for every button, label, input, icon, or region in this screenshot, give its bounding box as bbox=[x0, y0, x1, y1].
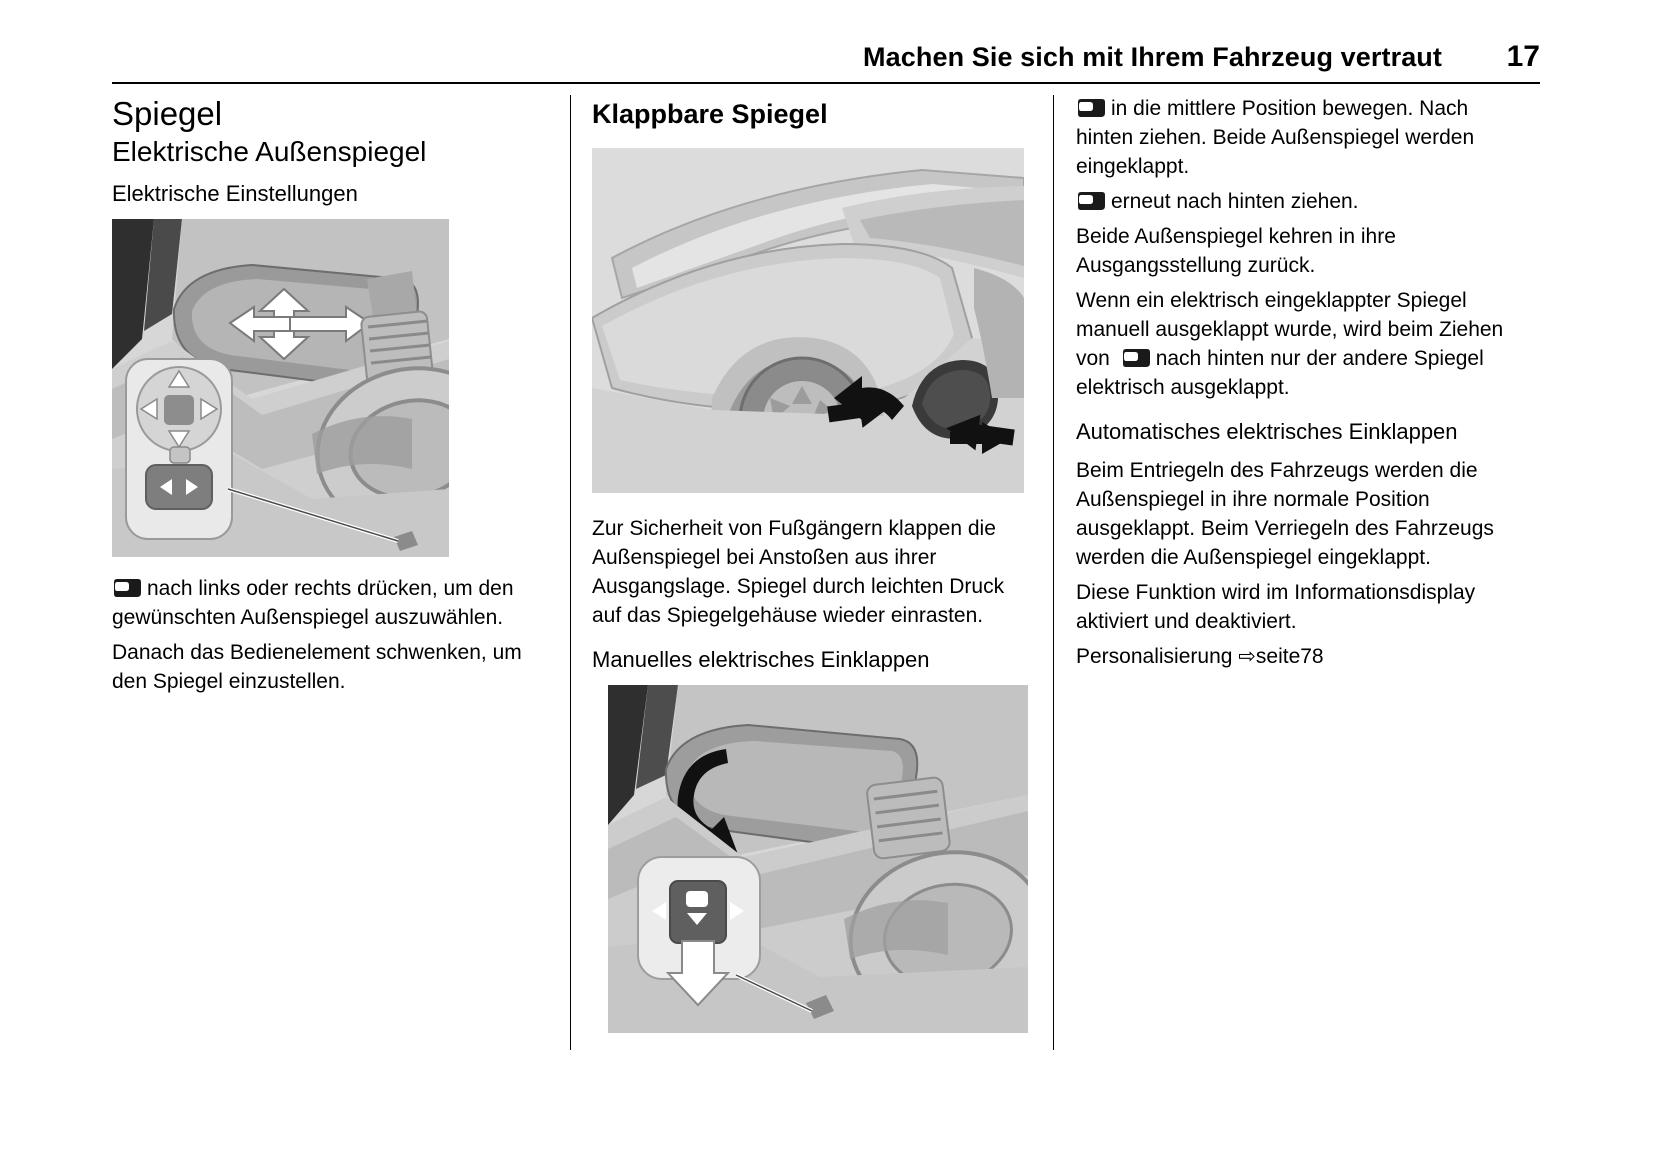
paragraph-middle-position-text: in die mittlere Position bewegen. Nach hinten ziehen. Beide Außenspiegel werden eingeklappt. bbox=[1076, 97, 1475, 178]
paragraph-pull-again-text: erneut nach hinten ziehen. bbox=[1111, 189, 1359, 213]
mirror-button-icon bbox=[112, 578, 142, 598]
manual-folding-illustration bbox=[608, 685, 1028, 1033]
figure-mirror-adjust bbox=[112, 219, 449, 557]
mirror-button-icon bbox=[1121, 348, 1151, 368]
folding-mirror-illustration bbox=[592, 148, 1024, 493]
mirror-adjust-illustration bbox=[112, 219, 449, 557]
paragraph-pedestrian-safety: Zur Sicherheit von Fußgängern klappen die Außenspiegel bei Anstoßen aus ihrer Ausgangslage. Spiegel durch leichten Druck auf das Spiegelgehäuse wieder einrasten. bbox=[592, 517, 1005, 627]
figure-manual-folding bbox=[608, 685, 1028, 1033]
column-middle bbox=[592, 95, 1024, 1033]
heading-manual-electric-folding: Manuelles elektrisches Einklappen bbox=[592, 646, 930, 672]
paragraph-mirror-adjust: Danach das Bedienelement schwenken, um den Spiegel einzustellen. bbox=[112, 640, 522, 693]
paragraph-manual-unfold-part2: nach hinten nur der andere Spiegel elektrisch ausgeklappt. bbox=[1076, 346, 1484, 399]
paragraph-return-position: Beide Außenspiegel kehren in ihre Ausgangsstellung zurück. bbox=[1076, 224, 1396, 277]
page-title: Machen Sie sich mit Ihrem Fahrzeug vertraut bbox=[863, 42, 1442, 72]
cross-reference[interactable] bbox=[1076, 643, 1516, 672]
paragraph-info-display: Diese Funktion wird im Informationsdisplay aktiviert und deaktiviert. bbox=[1076, 580, 1476, 633]
heading-automatic-folding: Automatisches elektrisches Einklappen bbox=[1076, 418, 1458, 444]
paragraph-mirror-select bbox=[112, 575, 558, 633]
paragraph-pull-again bbox=[1076, 188, 1516, 217]
column-left bbox=[112, 95, 558, 703]
page-header bbox=[112, 40, 1540, 74]
heading-folding-mirrors: Klappbare Spiegel bbox=[592, 99, 828, 129]
column-right bbox=[1076, 95, 1516, 677]
paragraph-middle-position bbox=[1076, 95, 1516, 182]
mirror-button-icon bbox=[1076, 98, 1106, 118]
cross-reference-target[interactable]: seite78 bbox=[1255, 644, 1324, 668]
column-divider-2 bbox=[1053, 95, 1054, 1050]
mirror-button-icon bbox=[1076, 191, 1106, 211]
paragraph-unlock-lock: Beim Entriegeln des Fahrzeugs werden die Außenspiegel in ihre normale Position ausgeklappt. Beim Verriegeln des Fahrzeugs werden die Außenspiegel eingeklappt. bbox=[1076, 458, 1494, 569]
page-number: 17 bbox=[1506, 40, 1540, 73]
section-title: Spiegel bbox=[112, 95, 223, 132]
paragraph-manual-unfold-part1: Wenn ein elektrisch eingeklappter Spiegel manuell ausgeklappt wurde, wird beim Ziehen von bbox=[1076, 288, 1504, 370]
section-subtitle-2: Elektrische Einstellungen bbox=[112, 180, 358, 206]
section-subtitle: Elektrische Außenspiegel bbox=[112, 135, 427, 167]
figure-folding-mirror bbox=[592, 148, 1024, 493]
header-divider bbox=[112, 82, 1540, 84]
paragraph-mirror-select-text: nach links oder rechts drücken, um den gewünschten Außenspiegel auszuwählen. bbox=[112, 576, 514, 629]
cross-reference-label: Personalisierung bbox=[1076, 644, 1233, 668]
column-divider-1 bbox=[570, 95, 571, 1050]
paragraph-manual-unfold bbox=[1076, 287, 1516, 403]
arrow-right-icon: ⇨ bbox=[1238, 644, 1256, 668]
